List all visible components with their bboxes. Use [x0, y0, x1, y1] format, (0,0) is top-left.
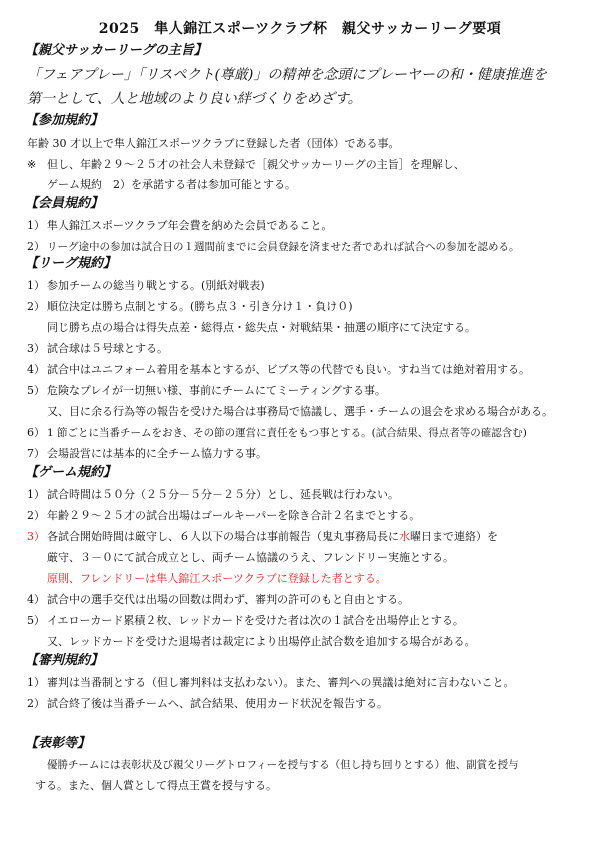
game-item-text-part: 各試合開始時間は厳守し、６人以下の場合は事前報告（鬼丸事務局長に — [47, 530, 399, 543]
league-item-num: 2） — [27, 300, 45, 313]
participation-line-1: 年齢 30 才以上で隼人錦江スポーツクラブに登録した者（団体）である事。 — [27, 137, 400, 150]
participation-line-2: 但し、年齢２９～２５才の社会人未登録で［親父サッカーリーグの主旨］を理解し、 — [47, 158, 465, 171]
game-item-text: イエローカード累積２枚、レッドカードを受けた者は次の１試合を出場停止とする。 — [47, 614, 464, 627]
league-item-text: 1 節ごとに当番チームをおき、その節の運営に責任をもつ事とする。(試合結果、得点者等の確認含む) — [47, 427, 527, 439]
league-item-text: 順位決定は勝ち点制とする。(勝ち点３・引き分け１・負け０) — [47, 300, 353, 313]
game-item-num: 2） — [27, 509, 45, 522]
participation-line-3: ゲーム規約 2）を承諾する者は参加可能とする。 — [47, 178, 296, 191]
game-item-text: 試合中の選手交代は出場の回数は問わず、審判の許可のもと自由とする。 — [47, 593, 410, 606]
membership-item-text: 隼人錦江スポーツクラブ年会費を納めた会員であること。 — [47, 219, 333, 232]
page-title: 2025 隼人錦江スポーツクラブ杯 親父サッカーリーグ要項 — [98, 21, 502, 37]
awards-line-2: する。また、個人賞として得点王賞を授与する。 — [35, 779, 277, 792]
league-item-text: 試合球は５号球とする。 — [47, 342, 168, 355]
game-item-text: 厳守、３－０にて試合成立とし、両チーム協議のうえ、フレンドリー実施とする。 — [47, 551, 454, 564]
league-item-text: 又、目に余る行為等の報告を受けた場合は事務局で協議し、選手・チームの退会を求める場合がある。 — [47, 405, 553, 418]
league-item-num: 7） — [27, 447, 45, 460]
referee-item-text: 試合終了後は当番チームへ、試合結果、使用カード状況を報告する。 — [47, 697, 388, 710]
league-item-text: 危険なプレイが一切無い様、事前にチームにてミーティングする事。 — [47, 384, 386, 397]
game-item-text: 又、レッドカードを受けた退場者は裁定により出場停止試合数を追加する場合がある。 — [47, 635, 476, 648]
wednesday-highlight: 水 — [399, 530, 410, 543]
participation-heading: 【参加規約】 — [25, 113, 104, 128]
referee-item-num: 1） — [27, 676, 45, 689]
purpose-line-1: 「フェアプレー」「リスペクト(尊厳)」の精神を念頭にプレーヤーの和・健康推進を — [27, 67, 547, 83]
league-item-num: 1） — [27, 279, 45, 292]
membership-heading: 【会員規約】 — [25, 196, 104, 211]
membership-item-text: リーグ途中の参加は試合日の１週間前までに会員登録を済ませた者であれば試合への参加を認める。 — [47, 241, 520, 253]
game-item-num: 1） — [27, 488, 45, 501]
game-item-text — [47, 530, 498, 544]
game-item-text-highlight: 原則、フレンドリーは隼人錦江スポーツクラブに登録した者とする。 — [47, 572, 387, 585]
referee-item-text: 審判は当番制とする（但し審判料は支払わない）。また、審判への異議は絶対に言わないこと。 — [47, 676, 515, 689]
league-item-text: 参加チームの総当り戦とする。(別紙対戦表) — [47, 279, 265, 292]
league-item-text: 会場設営には基本的に全チーム協力する事。 — [47, 447, 267, 460]
game-item-num: 5） — [27, 614, 45, 627]
membership-item-num: 1） — [27, 219, 45, 232]
membership-item-num: 2） — [27, 240, 45, 253]
awards-heading: 【表彰等】 — [25, 736, 91, 751]
league-heading: 【リーグ規約】 — [25, 256, 117, 271]
purpose-heading: 【親父サッカーリーグの主旨】 — [25, 43, 207, 58]
game-item-text: 年齢２９～２５才の試合出場はゴールキーパーを除き合計２名までとする。 — [47, 509, 421, 522]
awards-line-1: 優勝チームには表彰状及び親父リーグトロフィーを授与する（但し持ち回りとする）他、副賞を授与 — [47, 759, 519, 771]
league-item-text: 同じ勝ち点の場合は得失点差・総得点・総失点・対戦結果・抽選の順序にて決定する。 — [47, 321, 476, 334]
league-item-text: 試合中はユニフォーム着用を基本とするが、ビブス等の代替でも良い。すね当ては絶対着用する。 — [47, 363, 531, 376]
purpose-line-2: 第一として、人と地域のより良い絆づくりをめざす。 — [27, 91, 362, 107]
league-item-num: 6） — [27, 426, 45, 439]
game-item-num: 3） — [27, 530, 45, 543]
game-item-num: 4） — [27, 593, 45, 606]
participation-note-mark: ※ — [27, 158, 37, 171]
referee-item-num: 2） — [27, 697, 45, 710]
game-item-text: 試合時間は５０分（２５分－５分－２５分）とし、延長戦は行わない。 — [47, 488, 399, 501]
game-item-text-part: 曜日まで連絡）を — [410, 530, 498, 543]
league-item-num: 3） — [27, 342, 45, 355]
league-item-num: 5） — [27, 384, 45, 397]
game-heading: 【ゲーム規約】 — [25, 465, 117, 480]
league-item-num: 4） — [27, 363, 45, 376]
referee-heading: 【審判規約】 — [25, 653, 104, 668]
